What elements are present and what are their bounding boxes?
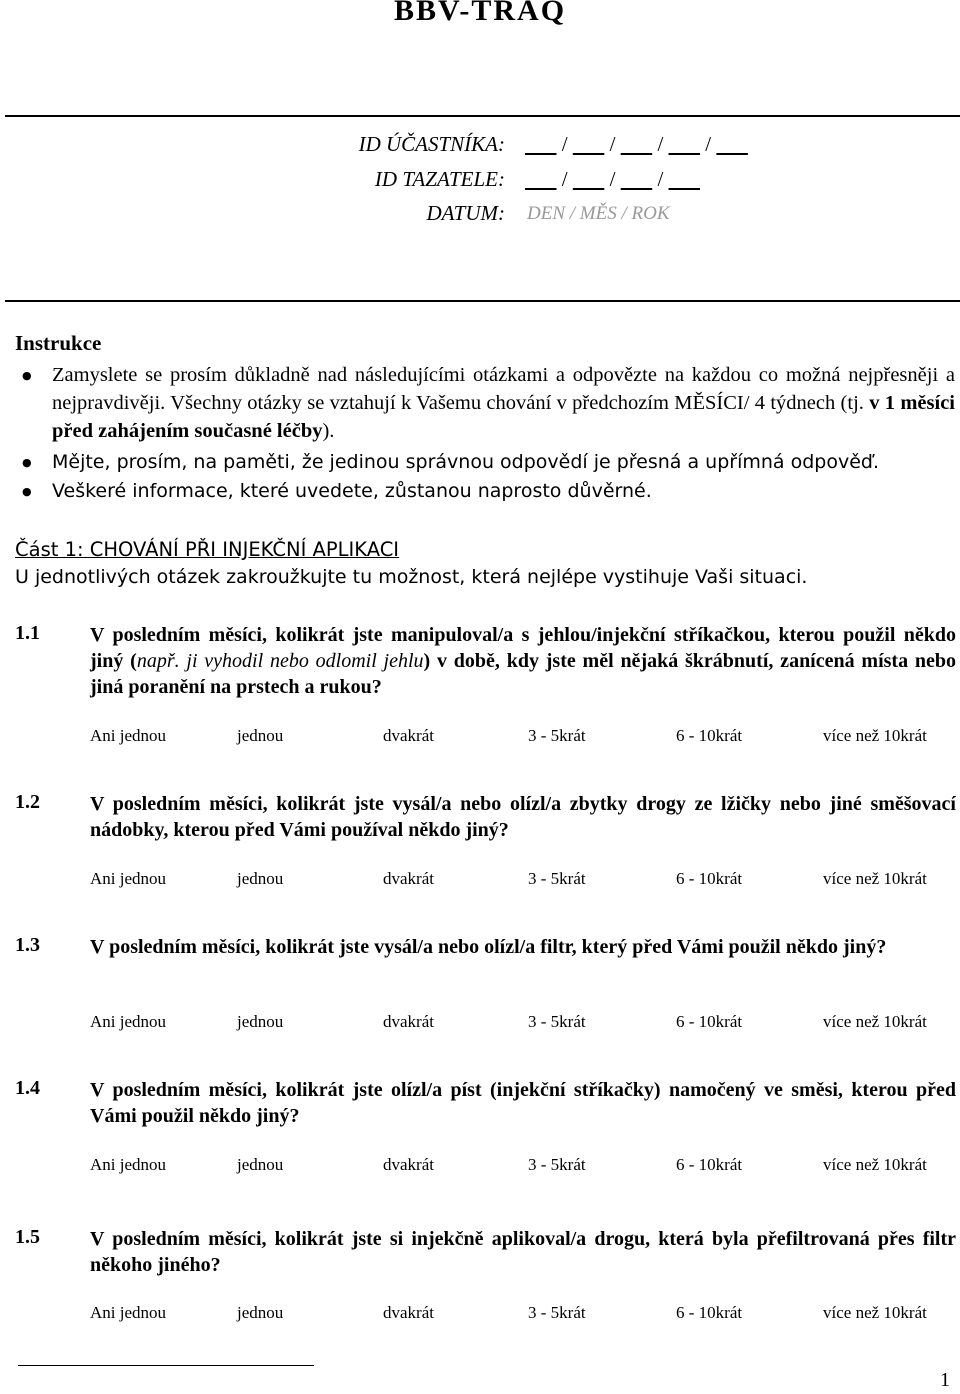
question-text: V posledním měsíci, kolikrát jste olízl/a píst (injekční stříkačky) namočený ve směsi, kterou před Vámi použil někdo jiný? [90, 1079, 956, 1127]
document-title: BBV-TRAQ [393, 0, 567, 27]
answer-option[interactable]: 3 - 5krát [528, 1155, 586, 1174]
answer-option[interactable]: jednou [237, 1303, 284, 1322]
date-label: DATUM: [426, 201, 505, 225]
answer-option[interactable]: jednou [237, 726, 284, 745]
answer-option[interactable]: 6 - 10krát [676, 726, 743, 745]
answer-option[interactable]: více než 10krát [823, 869, 927, 888]
participant-id-label: ID ÚČASTNÍKA: [358, 132, 505, 156]
question-number: 1.1 [15, 622, 40, 644]
header-bottom-rule [5, 300, 960, 302]
answer-option[interactable]: dvakrát [383, 1303, 434, 1322]
answer-option[interactable]: 3 - 5krát [528, 869, 586, 888]
answer-option[interactable]: dvakrát [383, 726, 434, 745]
part-title: Část 1: CHOVÁNÍ PŘI INJEKČNÍ APLIKACI [15, 538, 400, 561]
date-format-hint[interactable]: DEN / MĚS / ROK [527, 203, 670, 224]
answer-option[interactable]: 3 - 5krát [528, 1303, 586, 1322]
answer-option[interactable]: více než 10krát [823, 726, 927, 745]
question-text: V posledním měsíci, kolikrát jste vysál/a nebo olízl/a filtr, který před Vámi použil někdo jiný? [90, 936, 887, 958]
answer-option[interactable]: 3 - 5krát [528, 726, 586, 745]
question-number: 1.2 [15, 791, 40, 813]
bullet-icon: ● [22, 369, 32, 382]
bullet-icon: ● [22, 485, 32, 498]
instruction-item-2: Mějte, prosím, na paměti, že jedinou správnou odpovědí je přesná a upřímná odpověď. [52, 451, 879, 473]
answer-option[interactable]: dvakrát [383, 869, 434, 888]
answer-option[interactable]: jednou [237, 1155, 284, 1174]
answer-option[interactable]: dvakrát [383, 1012, 434, 1031]
answer-option[interactable]: Ani jednou [90, 869, 167, 888]
answer-option[interactable]: dvakrát [383, 1155, 434, 1174]
answer-option[interactable]: jednou [237, 1012, 284, 1031]
answer-option[interactable]: 6 - 10krát [676, 1012, 743, 1031]
interviewer-id-blanks[interactable]: / / / [556, 167, 669, 191]
answer-option[interactable]: 6 - 10krát [676, 1155, 743, 1174]
question-text: V posledním měsíci, kolikrát jste si injekčně aplikoval/a drogu, která byla přefiltrovaná přes filtr někoho jiného? [90, 1228, 956, 1276]
question-number: 1.4 [15, 1077, 40, 1099]
footnote-rule [18, 1365, 314, 1366]
answer-option[interactable]: 6 - 10krát [676, 1303, 743, 1322]
answer-option[interactable]: Ani jednou [90, 726, 167, 745]
question-text: V posledním měsíci, kolikrát jste vysál/a nebo olízl/a zbytky drogy ze lžičky nebo jiné směšovací nádobky, kterou před Vámi používal někdo jiný? [90, 793, 956, 841]
participant-id-blanks[interactable]: / / / / [556, 132, 717, 156]
answer-option[interactable]: 3 - 5krát [528, 1012, 586, 1031]
instruction-item-1: Zamyslete se prosím důkladně nad následujícími otázkami a odpovězte na každou co možná nejpřesněji a nejpravdivěji. Všechny otázky se vztahují k Vašemu chování v předchozím MĚSÍCI/ 4 týdnech (tj. v 1 měsíci před zahájením současné léčby). [52, 364, 955, 442]
instruction-item-3: Veškeré informace, které uvedete, zůstanou naprosto důvěrné. [52, 480, 652, 502]
question-number: 1.5 [15, 1226, 40, 1248]
answer-option[interactable]: více než 10krát [823, 1155, 927, 1174]
answer-option[interactable]: 6 - 10krát [676, 869, 743, 888]
instructions-heading: Instrukce [15, 331, 102, 355]
answer-option[interactable]: Ani jednou [90, 1012, 167, 1031]
part-subtitle: U jednotlivých otázek zakroužkujte tu možnost, která nejlépe vystihuje Vaši situaci. [15, 566, 808, 588]
interviewer-id-label: ID TAZATELE: [374, 167, 505, 191]
question-number: 1.3 [15, 934, 40, 956]
page-number: 1 [940, 1369, 950, 1391]
answer-option[interactable]: Ani jednou [90, 1303, 167, 1322]
bullet-icon: ● [22, 456, 32, 469]
answer-option[interactable]: více než 10krát [823, 1303, 927, 1322]
answer-option[interactable]: jednou [237, 869, 284, 888]
question-text: V posledním měsíci, kolikrát jste manipuloval/a s jehlou/injekční stříkačkou, kterou použil někdo jiný (např. ji vyhodil nebo odlomil jehlu) v době, kdy jste měl nějaká škrábnutí, zanícená místa nebo jiná poranění na prstech a rukou? [90, 624, 956, 698]
answer-option[interactable]: více než 10krát [823, 1012, 927, 1031]
top-rule [5, 115, 960, 117]
answer-option[interactable]: Ani jednou [90, 1155, 167, 1174]
